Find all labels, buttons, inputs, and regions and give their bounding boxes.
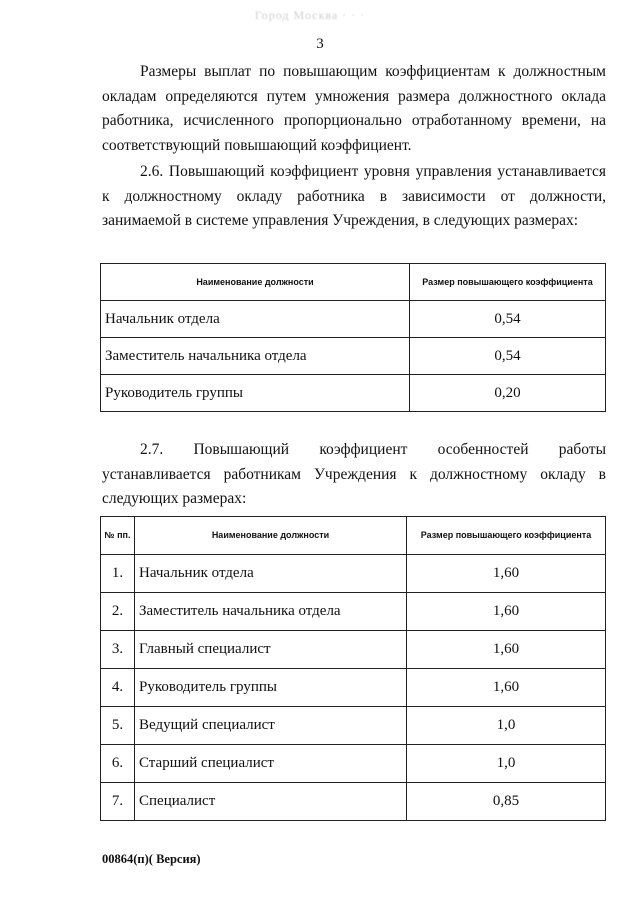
position-cell: Ведущий специалист (135, 707, 407, 745)
coefficient-cell: 1,0 (407, 745, 606, 783)
coefficient-cell: 0,54 (410, 338, 606, 375)
position-cell: Главный специалист (135, 631, 407, 669)
position-cell: Заместитель начальника отдела (135, 593, 407, 631)
coefficient-cell: 1,60 (407, 669, 606, 707)
table-header-row (101, 517, 606, 555)
document-footer-code: 00864(п)( Версия) (102, 852, 201, 866)
row-number-cell: 1. (101, 555, 135, 593)
coefficient-cell: 1,60 (407, 593, 606, 631)
row-number-cell: 7. (101, 783, 135, 821)
row-number-cell: 2. (101, 593, 135, 631)
coefficient-cell: 0,54 (410, 301, 606, 338)
paragraph-2-7 (102, 438, 606, 512)
paragraph-text: 2.6. Повышающий коэффициент уровня управления устанавливается к должностному окладу работника в зависимости от должности, занимаемой в системе управления Учреждения, в следующих размерах: (102, 163, 606, 229)
column-header-position: Наименование должности (101, 264, 410, 301)
table-row (101, 301, 606, 338)
paragraph-payment-sizes (102, 60, 606, 158)
coefficient-cell: 1,0 (407, 707, 606, 745)
work-features-coefficient-table (100, 516, 606, 821)
position-cell: Руководитель группы (135, 669, 407, 707)
table-row (101, 745, 606, 783)
coefficient-cell: 0,85 (407, 783, 606, 821)
table-row (101, 631, 606, 669)
column-header-coefficient: Размер повышающего коэффициента (410, 264, 606, 301)
table-row (101, 669, 606, 707)
paragraph-text: 2.7. Повышающий коэффициент особенностей работы устанавливается работникам Учреждения к должностному окладу в следующих размерах: (102, 441, 606, 507)
position-cell: Заместитель начальника отдела (101, 338, 410, 375)
coefficient-cell: 1,60 (407, 631, 606, 669)
coefficient-cell: 1,60 (407, 555, 606, 593)
column-header-coefficient: Размер повышающего коэффициента (407, 517, 606, 555)
page-number: 3 (316, 36, 324, 52)
position-cell: Специалист (135, 783, 407, 821)
row-number-cell: 5. (101, 707, 135, 745)
column-header-number: № пп. (101, 517, 135, 555)
faded-header-text: Город Москва · · · (254, 8, 366, 22)
table-header-row (101, 264, 606, 301)
column-header-position: Наименование должности (135, 517, 407, 555)
table-row (101, 338, 606, 375)
coefficient-cell: 0,20 (410, 375, 606, 412)
paragraph-text: Размеры выплат по повышающим коэффициентам к должностным окладам определяются путем умножения размера должностного оклада работника, исчисленного пропорционально отработанному времени, на соответствующий повышающий коэффициент. (102, 63, 606, 154)
table-row (101, 375, 606, 412)
table-row (101, 783, 606, 821)
table-row (101, 593, 606, 631)
position-cell: Старший специалист (135, 745, 407, 783)
row-number-cell: 3. (101, 631, 135, 669)
position-cell: Руководитель группы (101, 375, 410, 412)
row-number-cell: 4. (101, 669, 135, 707)
table-row (101, 707, 606, 745)
management-level-coefficient-table (100, 263, 606, 412)
table-row (101, 555, 606, 593)
paragraph-2-6 (102, 160, 606, 234)
position-cell: Начальник отдела (135, 555, 407, 593)
row-number-cell: 6. (101, 745, 135, 783)
position-cell: Начальник отдела (101, 301, 410, 338)
